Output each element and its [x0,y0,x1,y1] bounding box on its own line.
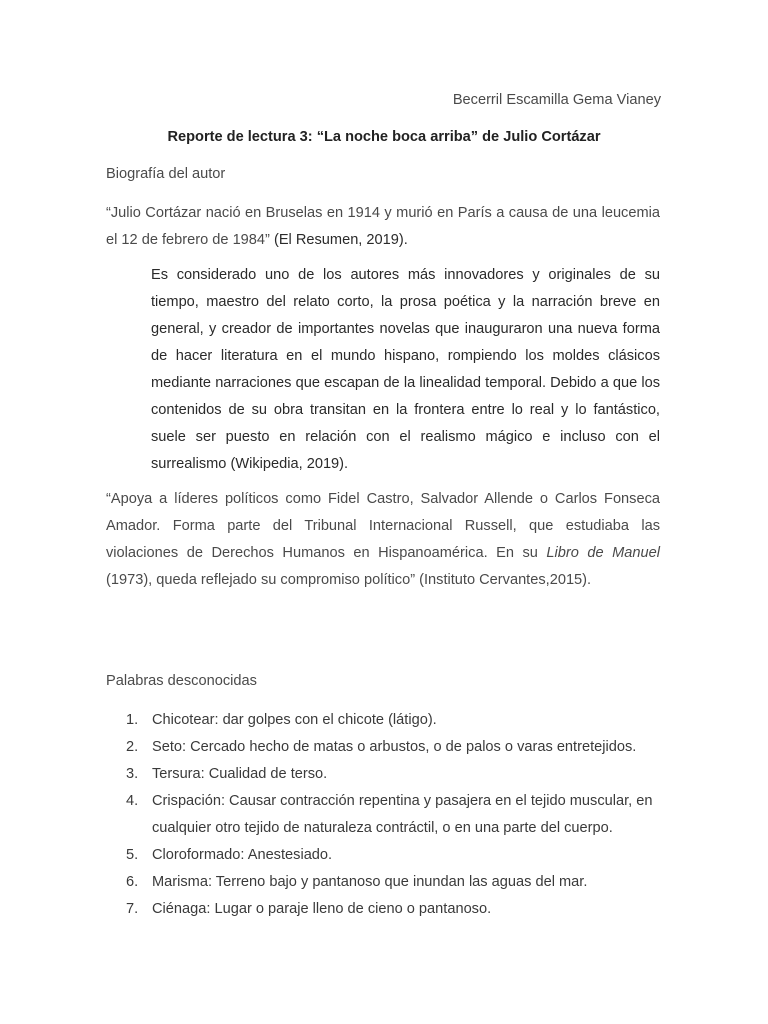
politics-text-end: (1973), queda reflejado su compromiso político” (Instituto Cervantes,2015). [106,572,592,588]
politics-text-start: “Apoya a líderes políticos como Fidel Castro, Salvador Allende o Carlos Fonseca Amador. Forma parte del Tribunal Internacional Russell, que estudiaba las violaciones de Derechos Humanos en Hispanoamérica. En su [106,491,660,561]
list-item-number: 4. [126,793,139,809]
list-item [106,734,666,761]
biography-quote-citation: (El Resumen, 2019). [269,232,408,248]
list-item-text: Cloroformado: Anestesiado. [152,847,333,863]
biography-quote-text: “Julio Cortázar nació en Bruselas en 1914 y murió en París a causa de una leucemia el 12 de febrero de 1984” [106,205,660,248]
list-item-text: Tersura: Cualidad de terso. [152,766,328,782]
list-item [106,707,666,734]
biography-heading: Biografía del autor [106,166,226,182]
list-item-number: 7. [126,901,139,917]
unknown-words-heading: Palabras desconocidas [106,673,257,689]
politics-paragraph [106,486,660,594]
list-item [106,896,666,923]
block-quote: Es considerado uno de los autores más innovadores y originales de su tiempo, maestro del relato corto, la prosa poética y la narración breve en general, y creador de importantes novelas que inauguraron una nueva forma de hacer literatura en el mundo hispano, rompiendo los moldes clásicos mediante narraciones que escapan de la linealidad temporal. Debido a que los contenidos de su obra transitan en la frontera entre lo real y lo fantástico, suele ser puesto en relación con el realismo mágico e incluso con el surrealismo (Wikipedia, 2019). [151,267,660,472]
list-item-number: 6. [126,874,139,890]
list-item-text: Marisma: Terreno bajo y pantanoso que inundan las aguas del mar. [152,874,588,890]
list-item-number: 2. [126,739,139,755]
list-item-number: 1. [126,712,139,728]
list-item-text: Crispación: Causar contracción repentina y pasajera en el tejido muscular, en cualquier otro tejido de naturaleza contráctil, o en una parte del cuerpo. [152,793,653,836]
list-item-number: 3. [126,766,139,782]
list-item-text: Chicotear: dar golpes con el chicote (látigo). [152,712,437,728]
list-item [106,869,666,896]
list-item-text: Seto: Cercado hecho de matas o arbustos, o de palos o varas entretejidos. [152,739,637,755]
document-title: Reporte de lectura 3: “La noche boca arriba” de Julio Cortázar [167,129,601,145]
unknown-words-list [106,707,666,923]
book-title: Libro de Manuel [546,545,660,561]
list-item-text: Ciénaga: Lugar o paraje lleno de cieno o pantanoso. [152,901,492,917]
author-name: Becerril Escamilla Gema Vianey [452,92,661,108]
list-item [106,788,666,842]
list-item-number: 5. [126,847,139,863]
list-item [106,761,666,788]
list-item [106,842,666,869]
biography-quote-paragraph [106,200,660,254]
